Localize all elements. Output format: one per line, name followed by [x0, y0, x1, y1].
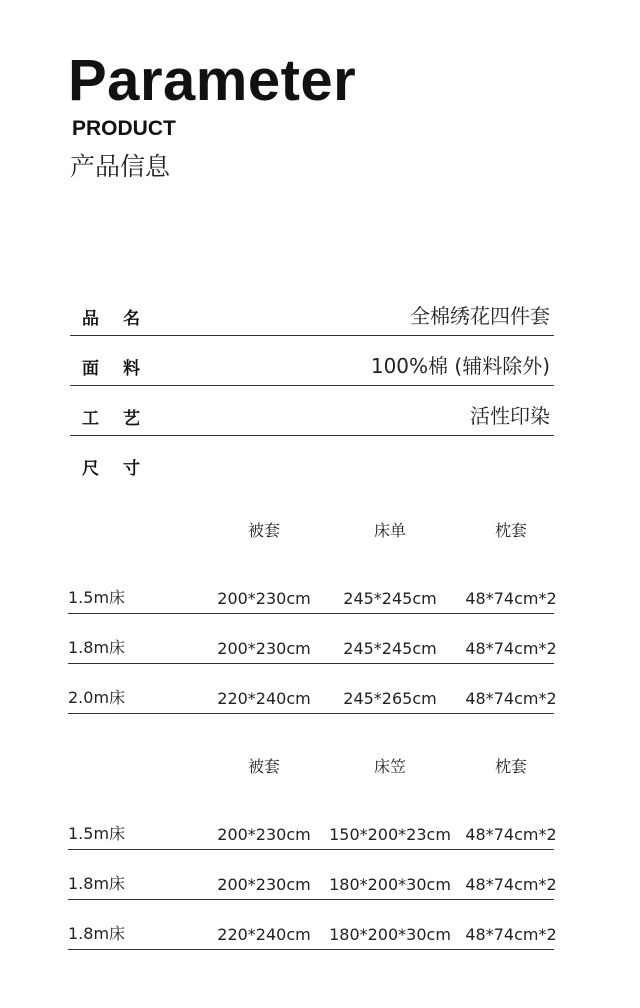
column-header: 被套 — [247, 521, 281, 540]
table-cell: 220*240cm — [217, 689, 311, 708]
parameter-list — [70, 286, 554, 485]
column-header: 枕套 — [494, 757, 528, 776]
param-row-size — [70, 436, 554, 485]
table-row — [68, 664, 557, 714]
table-cell: 200*230cm — [217, 589, 311, 608]
param-label: 面料 — [82, 359, 164, 379]
table-cell: 48*74cm*2 — [465, 925, 557, 944]
table-cell: 220*240cm — [217, 925, 311, 944]
column-header: 枕套 — [494, 521, 528, 540]
table-row — [68, 564, 557, 614]
param-label: 工艺 — [82, 409, 164, 429]
bed-size-cell: 1.8m床 — [68, 874, 126, 893]
table-cell: 48*74cm*2 — [465, 825, 557, 844]
param-value: 活性印染 — [470, 404, 550, 428]
table-cell: 48*74cm*2 — [465, 589, 557, 608]
table-cell: 245*245cm — [343, 589, 437, 608]
column-header: 床单 — [373, 521, 407, 540]
table-cell: 200*230cm — [217, 639, 311, 658]
column-header: 被套 — [247, 757, 281, 776]
bed-size-cell: 1.5m床 — [68, 588, 126, 607]
table-cell: 245*245cm — [343, 639, 437, 658]
size-table-fitted — [68, 750, 557, 950]
param-row-fabric — [70, 336, 554, 386]
table-cell: 48*74cm*2 — [465, 639, 557, 658]
column-header: 床笠 — [373, 757, 407, 776]
bed-size-cell: 1.8m床 — [68, 638, 126, 657]
table-header — [68, 750, 554, 778]
table-cell: 48*74cm*2 — [465, 875, 557, 894]
param-label: 尺寸 — [82, 459, 164, 479]
table-cell: 180*200*30cm — [329, 875, 451, 894]
bed-size-cell: 2.0m床 — [68, 688, 126, 707]
bed-size-cell: 1.5m床 — [68, 824, 126, 843]
param-value: 全棉绣花四件套 — [410, 304, 550, 328]
table-cell: 48*74cm*2 — [465, 689, 557, 708]
param-value: 100%棉 (辅料除外) — [370, 354, 550, 378]
bed-size-cell: 1.8m床 — [68, 924, 126, 943]
table-cell: 150*200*23cm — [329, 825, 451, 844]
table-row — [68, 850, 557, 900]
subtitle-chinese: 产品信息 — [70, 152, 171, 181]
table-cell: 200*230cm — [217, 875, 311, 894]
table-row — [68, 900, 557, 950]
subtitle-english: PRODUCT — [72, 117, 176, 140]
table-cell: 245*265cm — [343, 689, 437, 708]
table-cell: 180*200*30cm — [329, 925, 451, 944]
param-label: 品名 — [82, 309, 164, 329]
param-row-craft — [70, 386, 554, 436]
page-title: Parameter — [68, 48, 357, 113]
size-table-sheet — [68, 514, 557, 714]
table-row — [68, 800, 557, 850]
param-row-name — [70, 286, 554, 336]
table-header — [68, 514, 554, 542]
table-row — [68, 614, 557, 664]
table-cell: 200*230cm — [217, 825, 311, 844]
